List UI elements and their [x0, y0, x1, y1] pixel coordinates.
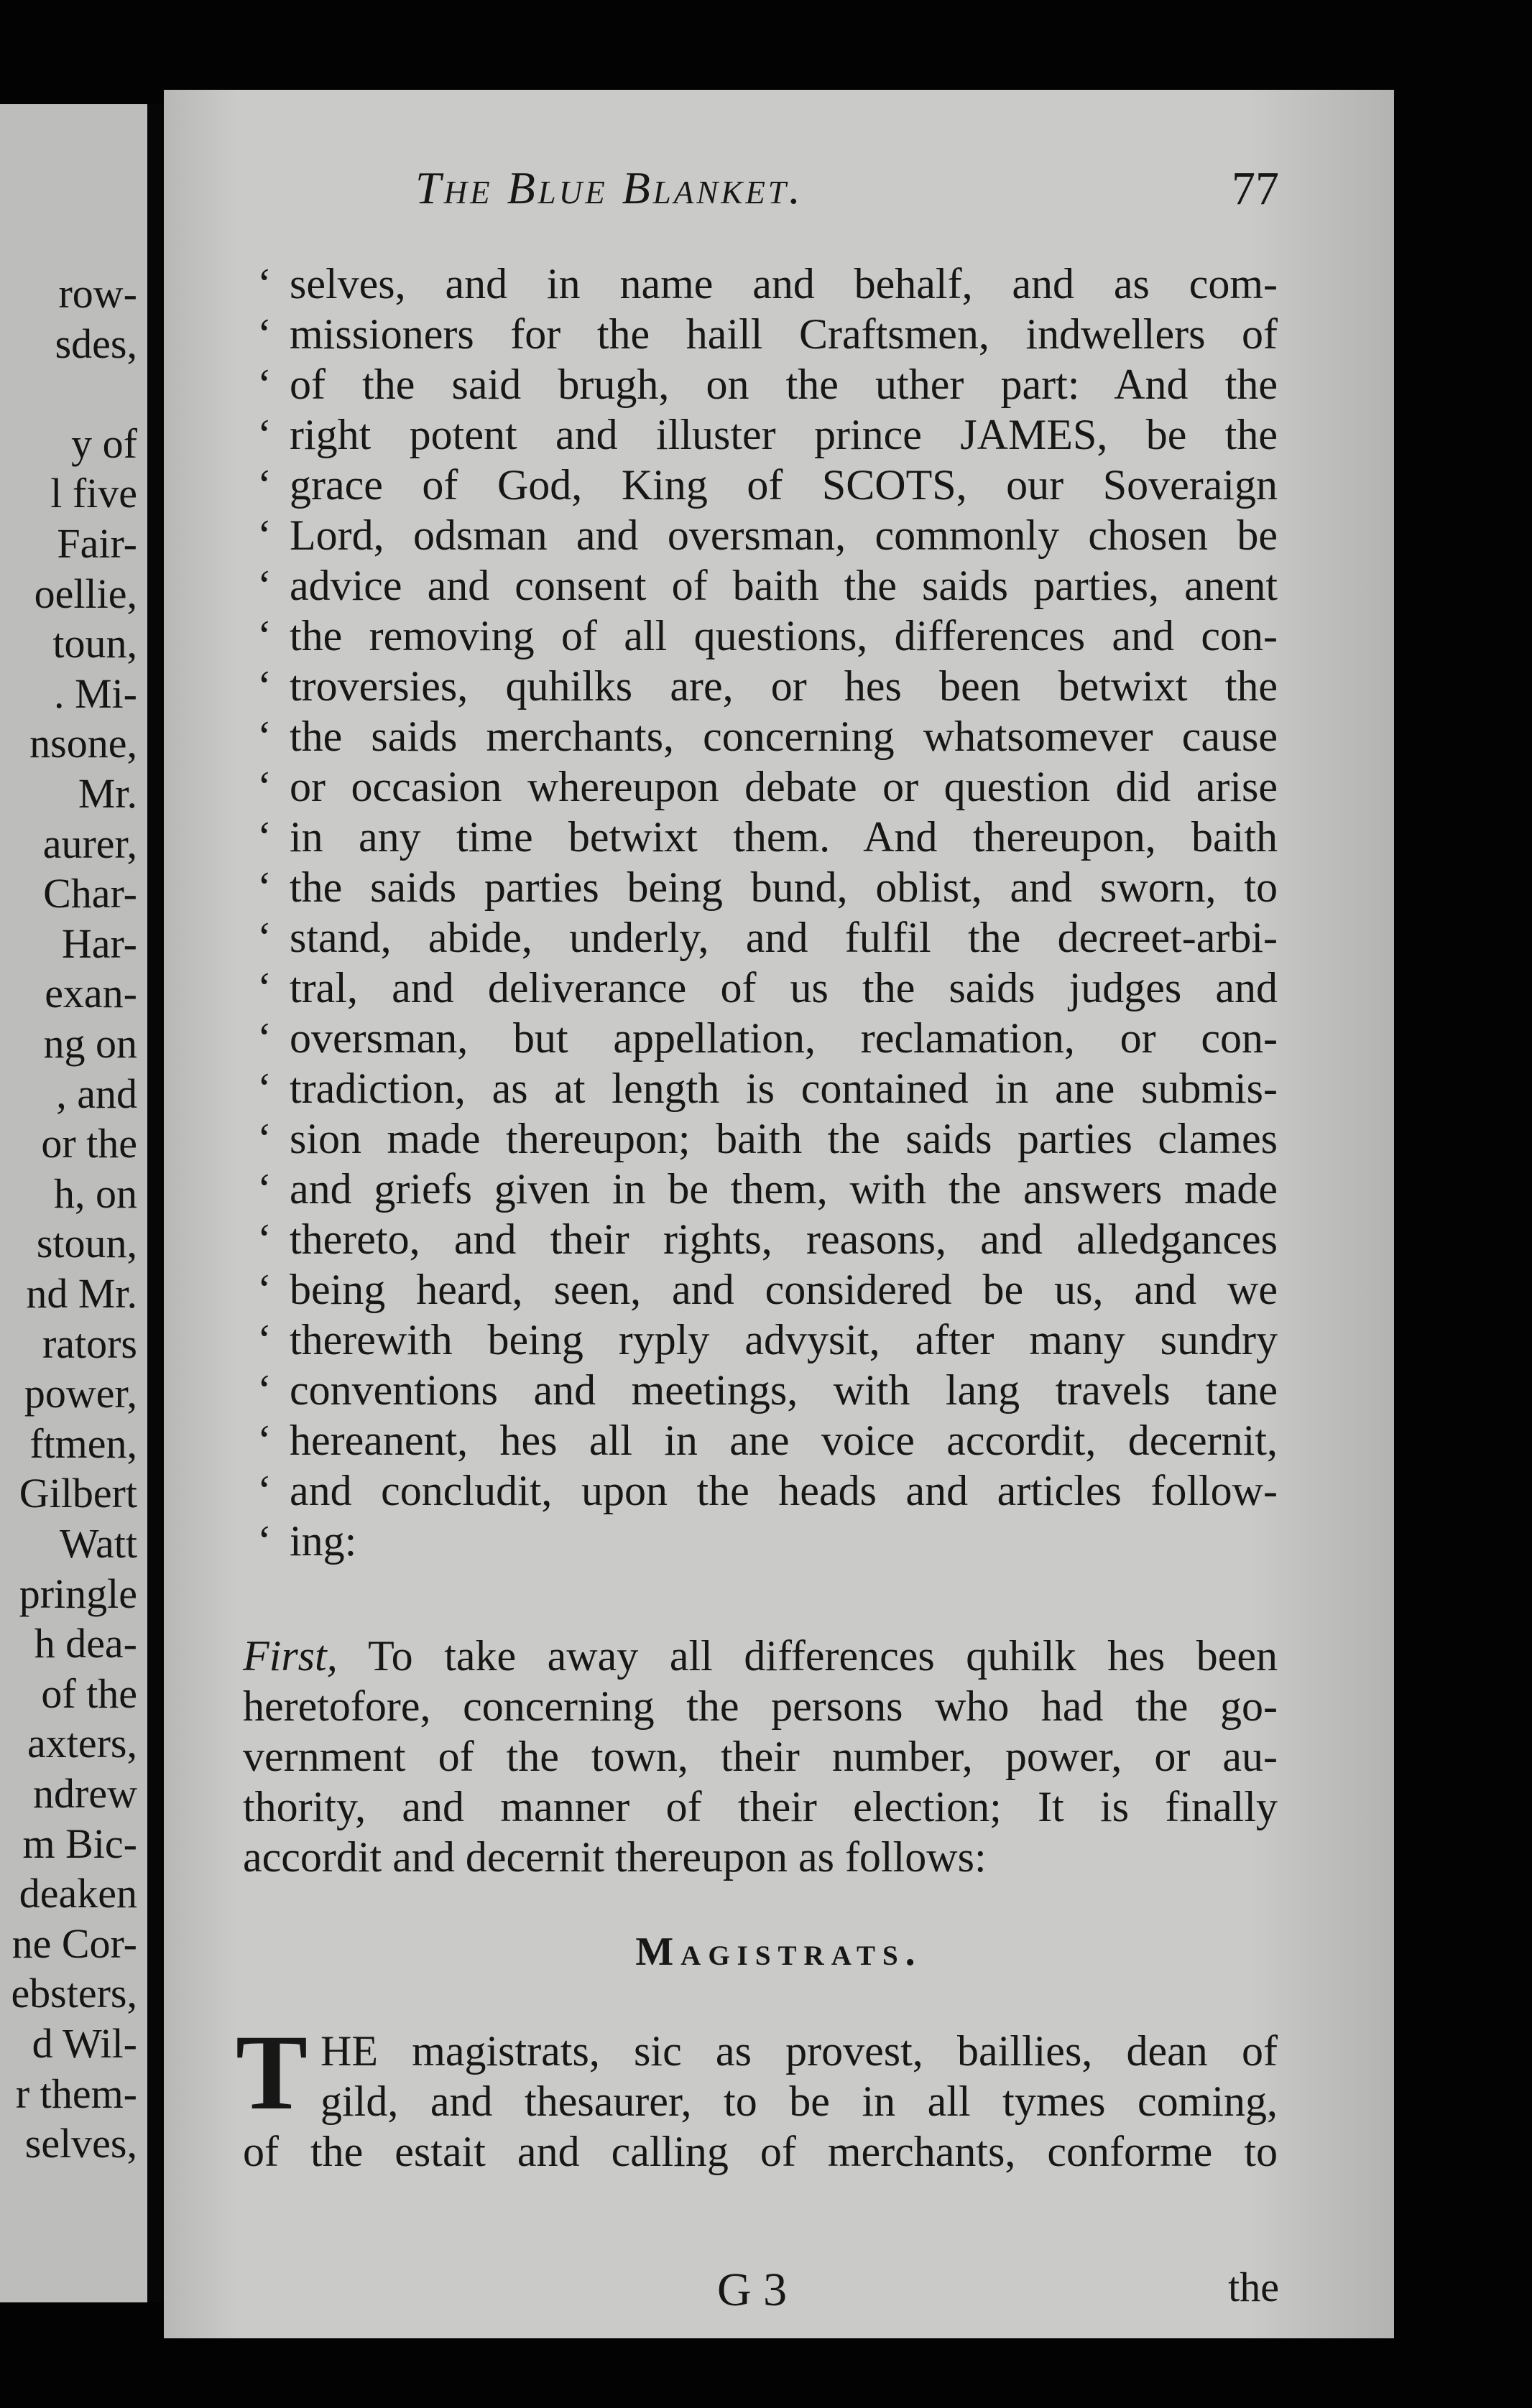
quote-mark: ‘ [257, 361, 272, 408]
quote-mark: ‘ [257, 1366, 272, 1414]
facing-page-line: oellie, [34, 570, 137, 617]
body-line-text: right potent and illuster prince JAMES, be the [290, 411, 1278, 458]
quote-mark: ‘ [257, 310, 272, 358]
facing-page-line: toun, [52, 620, 137, 667]
facing-page-line: Mr. [78, 770, 137, 817]
body-line [257, 413, 1278, 456]
body-line-text: missioners for the haill Craftsmen, indwellers of [290, 310, 1278, 358]
quote-mark: ‘ [257, 863, 272, 911]
facing-page-line: or the [41, 1120, 137, 1167]
body-line-text: selves, and in name and behalf, and as com- [290, 260, 1278, 307]
body-line-text: therewith being ryply advysit, after many sundry [290, 1316, 1278, 1363]
facing-page-line: y of [71, 420, 137, 467]
body-line [257, 1469, 1278, 1512]
body-line [257, 461, 1278, 509]
body-line [257, 916, 1278, 959]
body-line-text: thereto, and their rights, reasons, and alledgances [290, 1215, 1278, 1263]
quote-mark: ‘ [257, 1467, 272, 1514]
body-line-text: Lord, odsman and oversman, commonly chosen be [290, 511, 1278, 559]
facing-page-fragment [0, 104, 147, 2302]
body-line-text: and griefs given in be them, with the answers made [290, 1165, 1278, 1213]
body-line-text: hereanent, hes all in ane voice accordit, decernit, [290, 1417, 1278, 1464]
page-number: 77 [1232, 162, 1279, 215]
body-line [257, 1117, 1278, 1160]
quote-mark: ‘ [257, 1215, 272, 1263]
facing-page-line: Char- [43, 870, 137, 917]
body-line-text: tral, and deliverance of us the saids judges and [290, 964, 1278, 1011]
first-para-line: thority, and manner of their election; It is finally [243, 1783, 1278, 1830]
running-title: The Blue Blanket. [415, 162, 803, 213]
body-line-text: the saids parties being bund, oblist, and sworn, to [290, 863, 1278, 911]
quote-mark: ‘ [257, 1417, 272, 1464]
body-line [257, 1268, 1278, 1311]
facing-page-line: l five [50, 470, 137, 517]
quote-mark: ‘ [257, 1165, 272, 1213]
facing-page-line: rators [42, 1320, 137, 1367]
quote-mark: ‘ [257, 1316, 272, 1363]
quote-mark: ‘ [257, 260, 272, 307]
facing-page-line: Har- [61, 920, 137, 967]
facing-page-line: ftmen, [29, 1420, 137, 1467]
quote-mark: ‘ [257, 763, 272, 810]
quote-mark: ‘ [257, 964, 272, 1011]
body-line [257, 1165, 1278, 1213]
body-line-text: the saids merchants, concerning whatsomever cause [290, 713, 1278, 760]
drop-cap: T [236, 2013, 308, 2132]
magistrats-line-1: HE magistrats, sic as provest, baillies, dean of [320, 2027, 1278, 2075]
facing-page-line: pringle [19, 1570, 137, 1617]
first-word: First, [243, 1632, 338, 1680]
quote-mark: ‘ [257, 612, 272, 659]
catchword: the [1228, 2264, 1279, 2310]
body-line [257, 511, 1278, 559]
facing-page-line: stoun, [36, 1220, 137, 1267]
quote-mark: ‘ [257, 511, 272, 559]
body-line [257, 813, 1278, 861]
facing-page-line: of the [41, 1670, 137, 1717]
body-line [257, 1366, 1278, 1414]
body-line-text: and concludit, upon the heads and articles follow- [290, 1467, 1278, 1514]
book-page [164, 90, 1394, 2338]
facing-page-line: ndrew [33, 1770, 137, 1817]
body-line [257, 363, 1278, 406]
body-line [257, 312, 1278, 356]
body-line-text: ing: [290, 1517, 357, 1565]
body-line [257, 1517, 1278, 1565]
body-line-text: being heard, seen, and considered be us, and we [290, 1266, 1278, 1313]
book-gutter [147, 104, 165, 2302]
first-para-line [243, 1632, 1278, 1680]
body-line [257, 966, 1278, 1009]
magistrats-line-2: gild, and thesaurer, to be in all tymes coming, [320, 2078, 1278, 2125]
body-line [257, 1419, 1278, 1462]
quote-mark: ‘ [257, 713, 272, 760]
body-line-text: troversies, quhilks are, or hes been betwixt the [290, 662, 1278, 710]
body-line-text: or occasion whereupon debate or question did arise [290, 763, 1278, 810]
facing-page-line: nsone, [29, 720, 137, 767]
facing-page-line: h, on [54, 1170, 137, 1217]
quote-mark: ‘ [257, 662, 272, 710]
facing-page-line: ng on [43, 1020, 137, 1067]
body-line-text: in any time betwixt them. And thereupon, baith [290, 813, 1278, 861]
first-para-line-rest: To take away all differences quhilk hes been [337, 1632, 1278, 1680]
facing-page-line: . Mi- [54, 670, 137, 717]
quote-mark: ‘ [257, 562, 272, 609]
quote-mark: ‘ [257, 914, 272, 961]
facing-page-line: h dea- [34, 1620, 137, 1667]
facing-page-line: ebsters, [11, 1970, 137, 2017]
facing-page-line: Gilbert [19, 1470, 137, 1517]
body-line-text: the removing of all questions, differences and con- [290, 612, 1278, 659]
facing-page-line: row- [58, 270, 137, 317]
quote-mark: ‘ [257, 1014, 272, 1062]
facing-page-line: ne Cor- [11, 1920, 137, 1967]
facing-page-line: Watt [59, 1520, 137, 1567]
body-line [257, 664, 1278, 708]
quote-mark: ‘ [257, 411, 272, 458]
body-line [257, 863, 1278, 911]
body-line [257, 262, 1278, 305]
body-line-text: advice and consent of baith the saids parties, anent [290, 562, 1278, 609]
body-line-text: tradiction, as at length is contained in ane submis- [290, 1065, 1278, 1112]
facing-page-line: deaken [19, 1870, 137, 1917]
facing-page-line: sdes, [55, 320, 137, 367]
magistrats-line-3: of the estait and calling of merchants, conforme to [243, 2128, 1278, 2175]
first-para-line: heretofore, concerning the persons who had the go- [243, 1682, 1278, 1730]
facing-page-line: power, [24, 1370, 137, 1417]
first-para-line: vernment of the town, their number, power, or au- [243, 1733, 1278, 1780]
body-line [257, 614, 1278, 657]
body-line [257, 564, 1278, 607]
body-line [257, 1215, 1278, 1263]
body-line [257, 765, 1278, 808]
quote-mark: ‘ [257, 1266, 272, 1313]
facing-page-line: nd Mr. [26, 1270, 137, 1317]
quote-mark: ‘ [257, 1115, 272, 1162]
facing-page-line: , and [56, 1070, 137, 1117]
body-line-text: sion made thereupon; baith the saids parties clames [290, 1115, 1278, 1162]
section-heading: Magistrats. [635, 1930, 923, 1974]
facing-page-line: exan- [45, 970, 137, 1017]
body-line-text: stand, abide, underly, and fulfil the decreet-arbi- [290, 914, 1278, 961]
quote-mark: ‘ [257, 1517, 272, 1565]
facing-page-line: axters, [27, 1720, 137, 1767]
facing-page-line: m Bic- [22, 1820, 137, 1867]
body-line [257, 1318, 1278, 1361]
facing-page-line: d Wil- [32, 2020, 137, 2067]
body-line [257, 715, 1278, 758]
body-line [257, 1067, 1278, 1110]
quote-mark: ‘ [257, 461, 272, 509]
facing-page-line: selves, [24, 2120, 137, 2167]
quote-mark: ‘ [257, 813, 272, 861]
body-line [257, 1014, 1278, 1062]
page-header [164, 162, 1394, 219]
facing-page-line: r them- [15, 2070, 137, 2117]
body-line-text: grace of God, King of SCOTS, our Soveraign [290, 461, 1278, 509]
body-line-text: conventions and meetings, with lang travels tane [290, 1366, 1278, 1414]
facing-page-line: aurer, [42, 820, 137, 867]
quote-mark: ‘ [257, 1065, 272, 1112]
body-line-text: oversman, but appellation, reclamation, or con- [290, 1014, 1278, 1062]
first-para-line: accordit and decernit thereupon as follows: [243, 1833, 987, 1881]
signature-mark: G 3 [717, 2264, 788, 2316]
facing-page-line: Fair- [57, 520, 137, 567]
body-line-text: of the said brugh, on the uther part: And the [290, 361, 1278, 408]
